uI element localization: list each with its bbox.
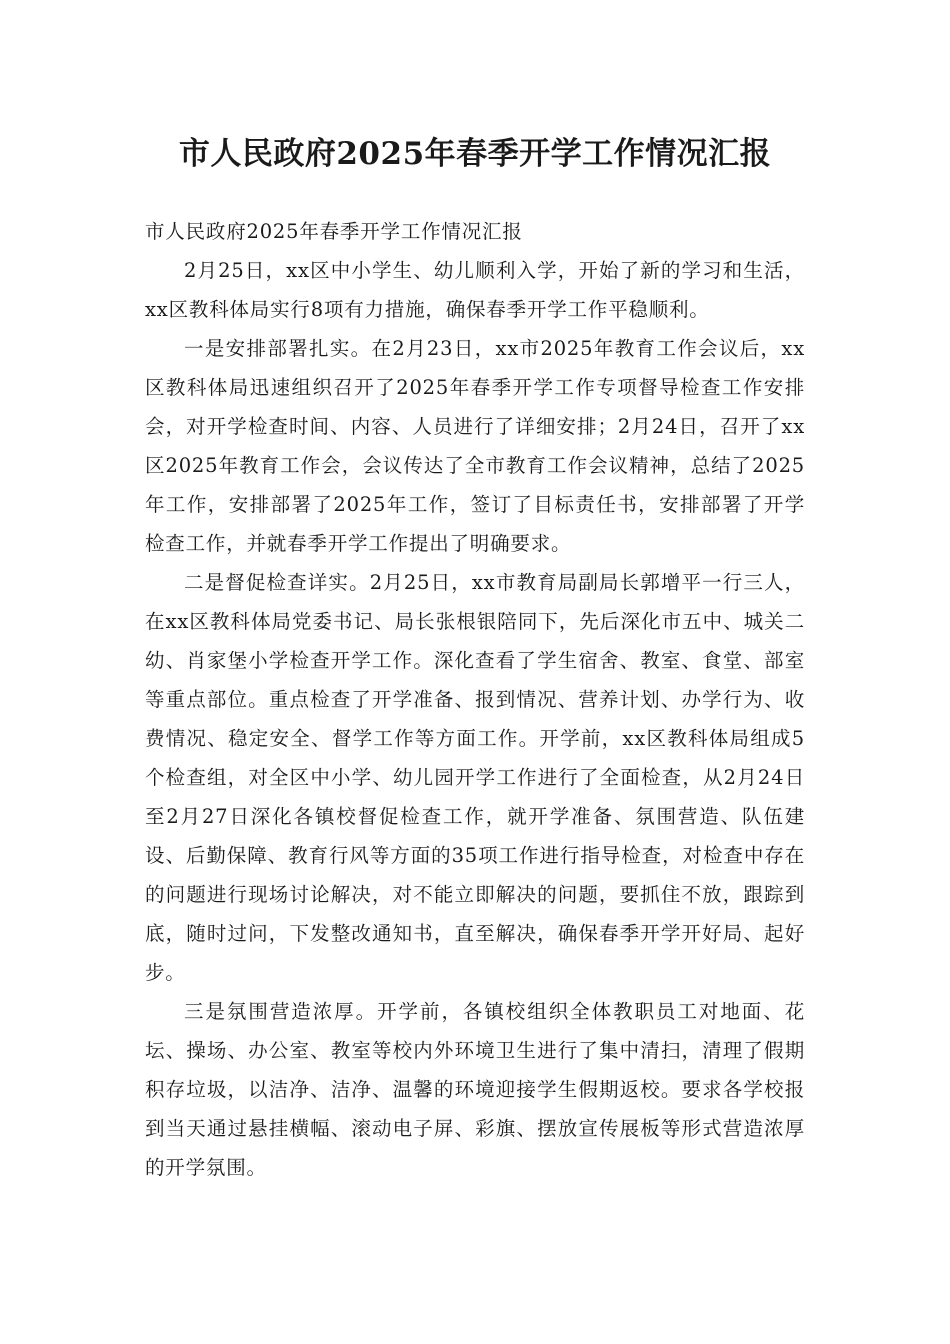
paragraph-intro: 2月25日，xx区中小学生、幼儿顺利入学，开始了新的学习和生活，xx区教科体局实行8项有力措施，确保春季开学工作平稳顺利。: [145, 259, 805, 321]
document-body: [145, 212, 805, 1187]
paragraph-inspection: 二是督促检查详实。2月25日，xx市教育局副局长郭增平一行三人，在xx区教科体局党委书记、局长张根银陪同下，先后深化市五中、城关二幼、肖家堡小学检查开学工作。深化查看了学生宿舍、教室、食堂、部室等重点部位。重点检查了开学准备、报到情况、营养计划、办学行为、收费情况、稳定安全、督学工作等方面工作。开学前，xx区教科体局组成5个检查组，对全区中小学、幼儿园开学工作进行了全面检查，从2月24日至2月27日深化各镇校督促检查工作，就开学准备、氛围营造、队伍建设、后勤保障、教育行风等方面的35项工作进行指导检查，对检查中存在的问题进行现场讨论解决，对不能立即解决的问题，要抓住不放，跟踪到底，随时过问，下发整改通知书，直至解决，确保春季开学开好局、起好步。: [145, 571, 805, 984]
paragraph-atmosphere: 三是氛围营造浓厚。开学前，各镇校组织全体教职员工对地面、花坛、操场、办公室、教室等校内外环境卫生进行了集中清扫，清理了假期积存垃圾，以洁净、洁净、温馨的环境迎接学生假期返校。要求各学校报到当天通过悬挂横幅、滚动电子屏、彩旗、摆放宣传展板等形式营造浓厚的开学氛围。: [145, 1000, 805, 1179]
document-subtitle: 市人民政府2025年春季开学工作情况汇报: [145, 220, 523, 243]
paragraph-deployment: 一是安排部署扎实。在2月23日，xx市2025年教育工作会议后，xx区教科体局迅速组织召开了2025年春季开学工作专项督导检查工作安排会，对开学检查时间、内容、人员进行了详细安排；2月24日，召开了xx区2025年教育工作会，会议传达了全市教育工作会议精神，总结了2025年工作，安排部署了2025年工作，签订了目标责任书，安排部署了开学检查工作，并就春季开学工作提出了明确要求。: [145, 337, 805, 555]
document-title: 市人民政府2025年春季开学工作情况汇报: [178, 136, 772, 172]
